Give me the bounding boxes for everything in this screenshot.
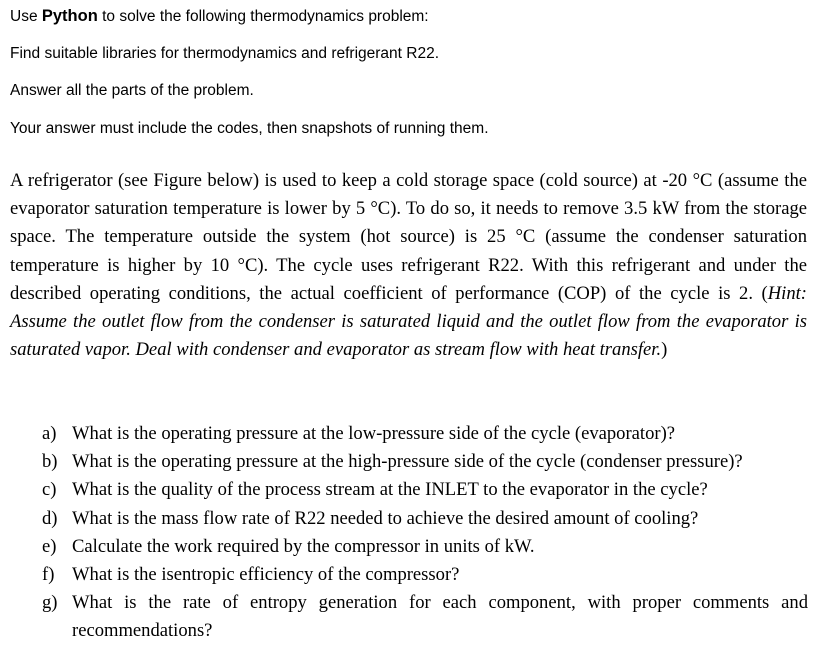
- question-text: What is the rate of entropy generation for each component, with proper comments and recommendations?: [72, 592, 808, 642]
- question-text: What is the mass flow rate of R22 needed to achieve the desired amount of cooling?: [72, 507, 699, 529]
- python-keyword: Python: [41, 7, 98, 25]
- instruction-line-python: [10, 6, 429, 27]
- question-item: [42, 505, 808, 533]
- instruction-suffix: to solve the following thermodynamics problem:: [97, 8, 429, 25]
- question-letter: a): [42, 423, 57, 444]
- question-letter: f): [42, 564, 55, 586]
- instruction-prefix: Use: [10, 8, 42, 25]
- question-item: [42, 561, 808, 589]
- question-text: Calculate the work required by the compressor in units of kW.: [72, 535, 535, 557]
- question-letter: d): [42, 507, 58, 529]
- question-text: What is the operating pressure at the low-pressure side of the cycle (evaporator)?: [72, 423, 676, 444]
- question-text: What is the quality of the process stream at the INLET to the evaporator in the cycle?: [72, 479, 708, 501]
- question-item: [42, 448, 808, 476]
- question-letter: e): [42, 535, 57, 557]
- problem-hint: Hint: Assume the outlet flow from the condenser is saturated liquid and the outlet flow from the evaporator is saturated vapor. Deal with condenser and evaporator as stream flow with heat transfer.: [10, 282, 807, 361]
- question-letter: c): [42, 479, 57, 501]
- question-item: [42, 589, 808, 645]
- question-text: What is the isentropic efficiency of the compressor?: [72, 564, 460, 586]
- question-item: [42, 533, 808, 561]
- instruction-line-codes: Your answer must include the codes, then snapshots of running them.: [10, 120, 489, 137]
- question-text: What is the operating pressure at the high-pressure side of the cycle (condenser pressure)?: [72, 451, 743, 473]
- instruction-line-libraries: Find suitable libraries for thermodynamics and refrigerant R22.: [10, 45, 440, 62]
- problem-text: A refrigerator (see Figure below) is used to keep a cold storage space (cold source) at -20 °C (assume the evaporator saturation temperature is lower by 5 °C). To do so, it needs to remove 3.5 kW from the storage space. The temperature outside the system (hot source) is 25 °C (assume the condenser saturation temperature is higher by 10 °C). The cycle uses refrigerant R22. With this refrigerant and under the described operating conditions, the actual coefficient of performance (COP) of the cycle is 2. (: [10, 170, 807, 304]
- problem-closing: ): [661, 339, 668, 361]
- question-letter: g): [42, 592, 58, 614]
- problem-statement: [10, 167, 807, 364]
- question-letter: b): [42, 451, 58, 473]
- question-item: [42, 476, 808, 504]
- question-item: [42, 420, 808, 448]
- instruction-line-answer-all: Answer all the parts of the problem.: [10, 82, 254, 99]
- question-list: [42, 420, 808, 646]
